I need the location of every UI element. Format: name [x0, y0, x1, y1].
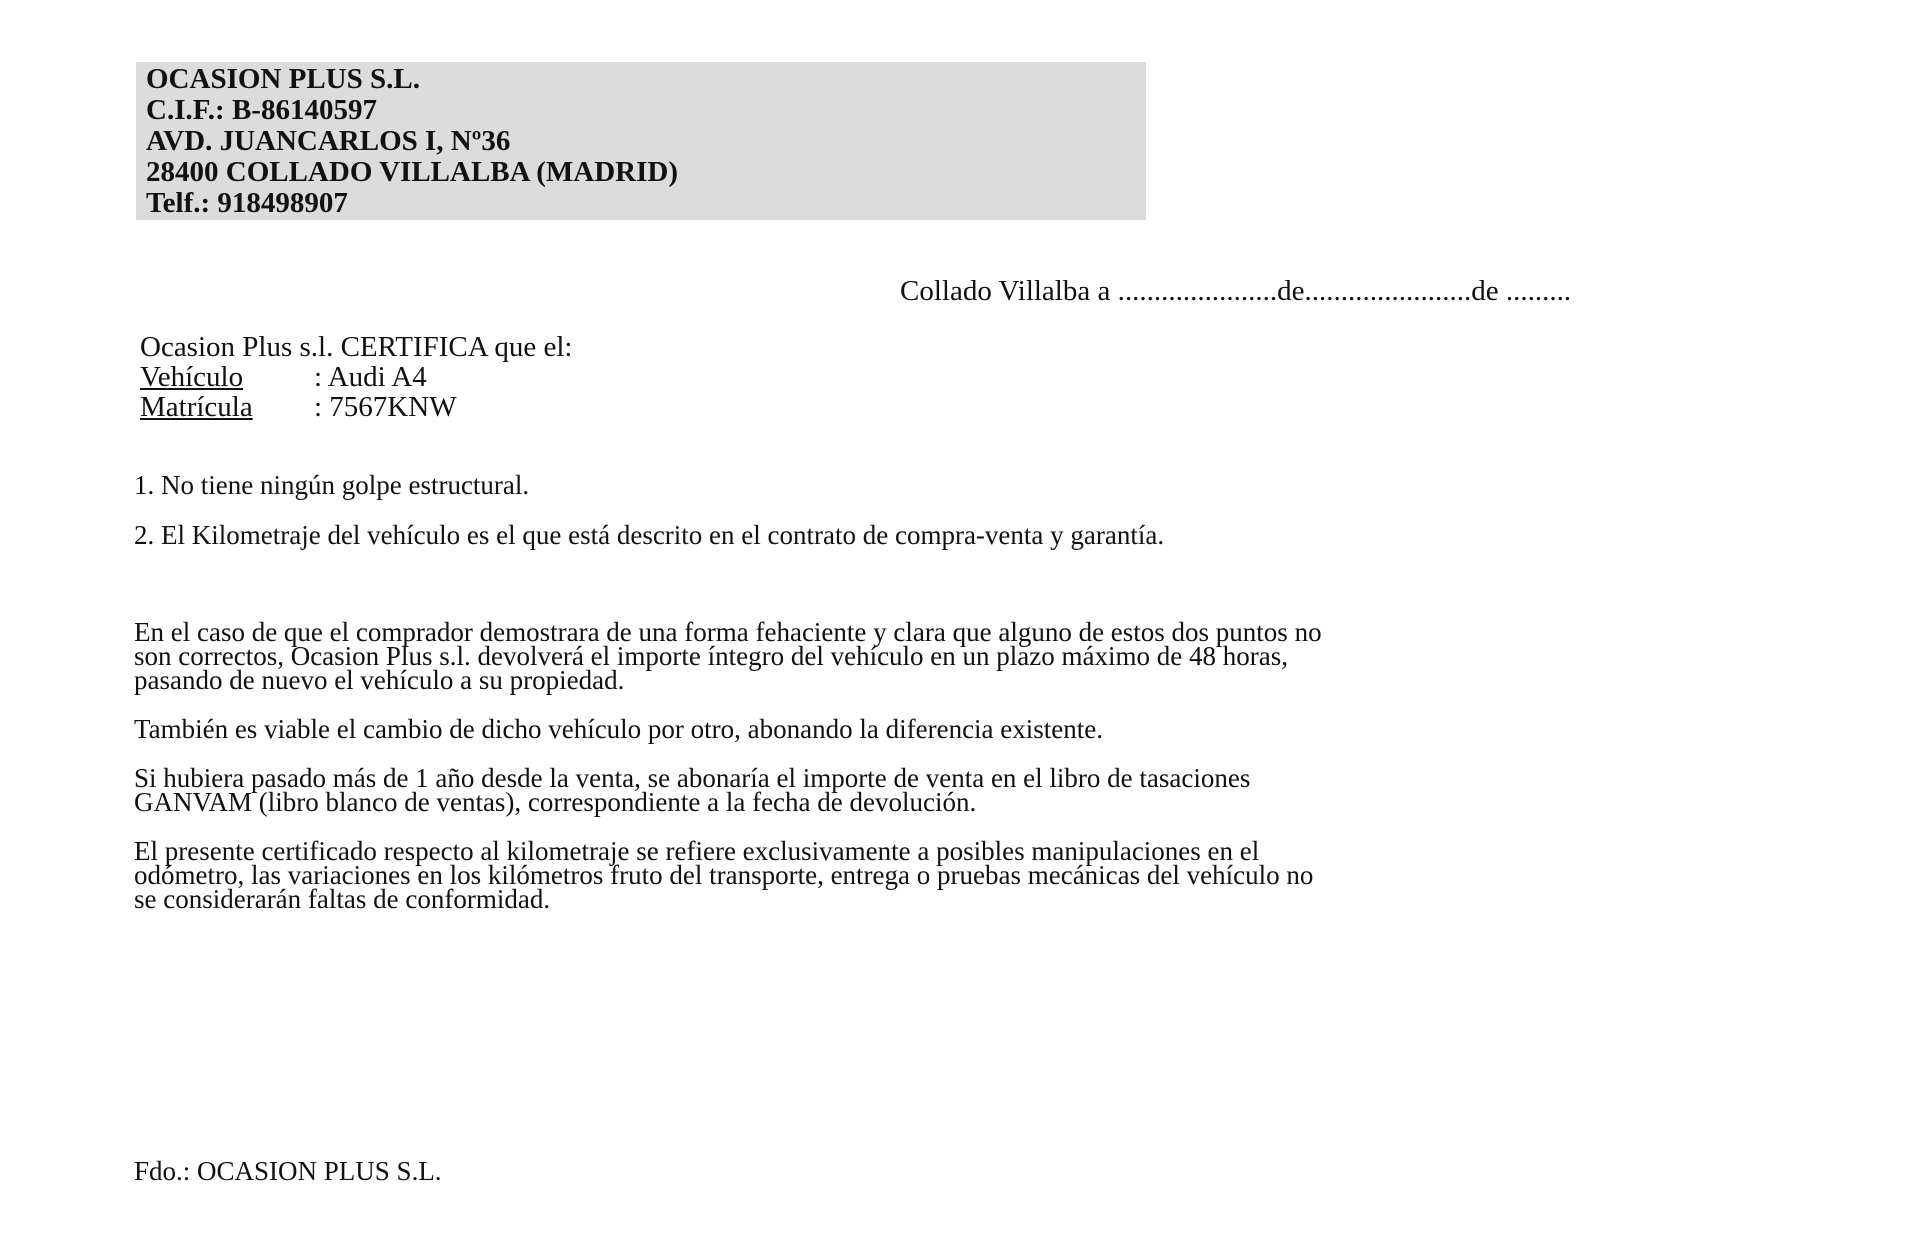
paragraph-ganvam [134, 763, 1834, 817]
company-cif: C.I.F.: B-86140597 [146, 94, 377, 126]
conditions-text [134, 617, 1834, 936]
paragraph-line: odómetro, las variaciones en los kilómetros fruto del transporte, entrega o pruebas mecánicas del vehículo no [134, 860, 1314, 890]
vehicle-value: : Audi A4 [314, 361, 427, 393]
paragraph-refund [134, 617, 1834, 695]
paragraph-line: se considerarán faltas de conformidad. [134, 884, 551, 914]
company-header-box [136, 62, 1146, 220]
certificate-intro: Ocasion Plus s.l. CERTIFICA que el: [140, 331, 573, 363]
vehicle-row [140, 362, 572, 392]
certificate-block [140, 332, 572, 422]
paragraph-line: El presente certificado respecto al kilometraje se refiere exclusivamente a posibles manipulaciones en el [134, 836, 1260, 866]
company-phone: Telf.: 918498907 [146, 187, 348, 219]
certified-points [134, 470, 1164, 570]
paragraph-line: También es viable el cambio de dicho vehículo por otro, abonando la diferencia existente. [134, 714, 1104, 744]
point-1: 1. No tiene ningún golpe estructural. [134, 470, 530, 500]
plate-value: : 7567KNW [314, 391, 457, 423]
point-2: 2. El Kilometraje del vehículo es el que está descrito en el contrato de compra-venta y garantía. [134, 520, 1165, 550]
company-name: OCASION PLUS S.L. [146, 63, 420, 95]
signature-line: Fdo.: OCASION PLUS S.L. [134, 1156, 442, 1186]
paragraph-line: pasando de nuevo el vehículo a su propiedad. [134, 665, 625, 695]
date-line: Collado Villalba a ......................de.......................de ......... [900, 275, 1572, 307]
paragraph-line: GANVAM (libro blanco de ventas), correspondiente a la fecha de devolución. [134, 787, 977, 817]
paragraph-line: son correctos, Ocasion Plus s.l. devolverá el importe íntegro del vehículo en un plazo máximo de 48 horas, [134, 641, 1288, 671]
vehicle-label: Vehículo [140, 361, 244, 393]
company-address: AVD. JUANCARLOS I, Nº36 [146, 125, 511, 157]
plate-row [140, 392, 572, 422]
paragraph-line: Si hubiera pasado más de 1 año desde la venta, se abonaría el importe de venta en el libro de tasaciones [134, 763, 1251, 793]
company-city: 28400 COLLADO VILLALBA (MADRID) [146, 156, 678, 188]
paragraph-exchange [134, 714, 1834, 744]
plate-label: Matrícula [140, 391, 253, 423]
paragraph-line: En el caso de que el comprador demostrara de una forma fehaciente y clara que alguno de estos dos puntos no [134, 617, 1322, 647]
paragraph-odometer [134, 836, 1834, 914]
